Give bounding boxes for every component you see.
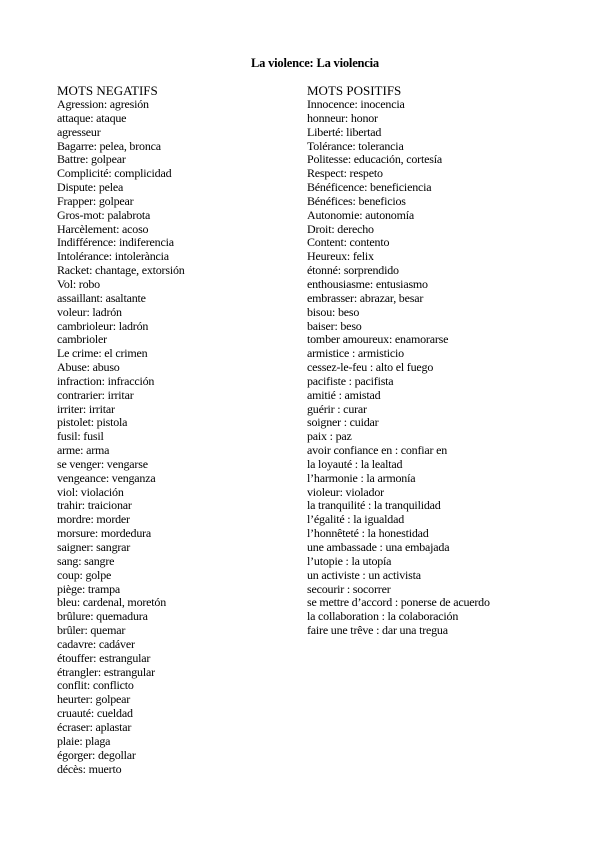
positive-word-entry: paix : paz [307,429,352,444]
positive-word-entry: l’utopie : la utopía [307,553,392,568]
negative-word-entry: égorger: degollar [57,747,136,762]
positive-word-entry: pacifiste : pacifista [307,373,394,388]
positive-word-entry: honneur: honor [307,110,378,125]
positive-word-entry: Droit: derecho [307,221,374,236]
positive-word-entry: baiser: beso [307,318,362,333]
negative-word-entry: Dispute: pelea [57,180,124,195]
negative-words-list [57,98,297,776]
negative-word-entry: morsure: mordedura [57,526,152,541]
negative-word-entry: Complicité: complicidad [57,166,172,181]
positive-word-entry: Heureux: felix [307,249,374,264]
negative-word-entry: mordre: morder [57,512,130,527]
negative-word-entry: Le crime: el crimen [57,346,148,361]
positive-word-entry: enthousiasme: entusiasmo [307,276,428,291]
negative-word-entry: se venger: vengarse [57,456,148,471]
negative-word-entry: attaque: ataque [57,110,127,125]
positive-word-entry: la loyauté : la lealtad [307,456,403,471]
positive-word-entry: Bénéfices: beneficios [307,193,406,208]
negative-word-entry: Racket: chantage, extorsión [57,263,185,278]
positive-word-entry: se mettre d’accord : ponerse de acuerdo [307,595,490,610]
negative-word-entry: contrarier: irritar [57,387,134,402]
positive-word-entry: secourir : socorrer [307,581,391,596]
positive-words-list [307,98,597,638]
negative-word-entry: conflit: conflicto [57,678,134,693]
negative-word-entry: sang: sangre [57,553,115,568]
positive-word-entry: la collaboration : la colaboración [307,609,459,624]
positive-word-entry: étonné: sorprendido [307,263,399,278]
positive-word-entry: l’honnêteté : la honestidad [307,526,429,541]
positive-word-entry: Bénéficence: beneficiencia [307,180,432,195]
positive-word-entry: l’égalité : la igualdad [307,512,405,527]
positive-word-entry: Tolérance: tolerancia [307,138,404,153]
positive-word-entry: embrasser: abrazar, besar [307,290,424,305]
positive-word-entry: Innocence: inocencia [307,97,405,111]
negative-word-entry: étrangler: estrangular [57,664,155,679]
positive-word-entry: bisou: beso [307,304,360,319]
negative-word-entry: Indifférence: indiferencia [57,235,174,250]
negative-word-entry: cambrioler [57,332,107,347]
negative-word-entry: bleu: cardenal, moretón [57,595,167,610]
negative-word-entry: viol: violación [57,484,124,499]
negative-word-entry: Intolérance: intolerància [57,249,169,264]
positive-word-entry: avoir confiance en : confiar en [307,443,448,458]
positive-word-entry: guérir : curar [307,401,367,416]
positive-word-entry: Autonomie: autonomía [307,207,414,222]
document-title: La violence: La violencia [251,56,379,70]
positive-word-entry: violeur: violador [307,484,384,499]
negative-words-column [57,84,297,776]
negative-word-entry: saigner: sangrar [57,540,131,554]
negative-word-entry: Gros-mot: palabrota [57,207,151,222]
positive-word-entry: Respect: respeto [307,166,383,181]
negative-word-entry: coup: golpe [57,567,112,582]
negative-word-entry: Frapper: golpear [57,193,134,208]
negative-word-entry: écraser: aplastar [57,719,132,734]
negative-word-entry: Harcèlement: acoso [57,221,149,236]
positive-word-entry: Liberté: libertad [307,124,382,139]
positive-word-entry: un activiste : un activista [307,567,421,582]
negative-word-entry: Abuse: abuso [57,360,120,375]
negative-word-entry: cadavre: cadáver [57,636,135,651]
positive-words-heading: MOTS POSITIFS [307,83,402,98]
positive-word-entry: Content: contento [307,235,390,250]
positive-word-entry: Politesse: educación, cortesía [307,152,442,167]
negative-word-entry: assaillant: asaltante [57,290,146,305]
negative-word-entry: piège: trampa [57,581,121,596]
negative-word-entry: cambrioleur: ladrón [57,318,149,333]
negative-word-entry: étouffer: estrangular [57,650,151,665]
negative-word-entry: vengeance: venganza [57,470,156,485]
negative-word-entry: brûlure: quemadura [57,609,148,624]
negative-word-entry: agresseur [57,124,101,139]
negative-word-entry: fusil: fusil [57,429,104,444]
positive-word-entry: faire une trêve : dar una tregua [307,623,448,638]
positive-words-column [307,84,597,638]
negative-word-entry: heurter: golpear [57,692,131,707]
negative-word-entry: brûler: quemar [57,623,126,638]
positive-word-entry: soigner : cuidar [307,415,379,430]
negative-word-entry: Battre: golpear [57,152,126,167]
negative-word-entry: trahir: traicionar [57,498,132,513]
negative-word-entry: voleur: ladrón [57,304,122,319]
negative-word-entry: décès: muerto [57,761,122,776]
negative-word-entry: Agression: agresión [57,97,149,111]
negative-word-entry: arme: arma [57,443,110,458]
positive-word-entry: amitié : amistad [307,387,381,402]
positive-word-entry: la tranquilité : la tranquilidad [307,498,441,513]
negative-words-heading: MOTS NEGATIFS [57,83,158,98]
negative-word-entry: plaie: plaga [57,733,111,748]
positive-word-entry: cessez-le-feu : alto el fuego [307,360,434,375]
positive-word-entry: l’harmonie : la armonía [307,470,416,485]
positive-word-entry: une ambassade : una embajada [307,540,450,554]
positive-word-entry: tomber amoureux: enamorarse [307,332,449,347]
negative-word-entry: irriter: irritar [57,401,115,416]
negative-word-entry: pistolet: pistola [57,415,128,430]
negative-word-entry: infraction: infracción [57,373,155,388]
positive-word-entry: armistice : armisticio [307,346,404,361]
negative-word-entry: cruauté: cueldad [57,706,133,721]
negative-word-entry: Bagarre: pelea, bronca [57,138,161,153]
negative-word-entry: Vol: robo [57,276,100,291]
